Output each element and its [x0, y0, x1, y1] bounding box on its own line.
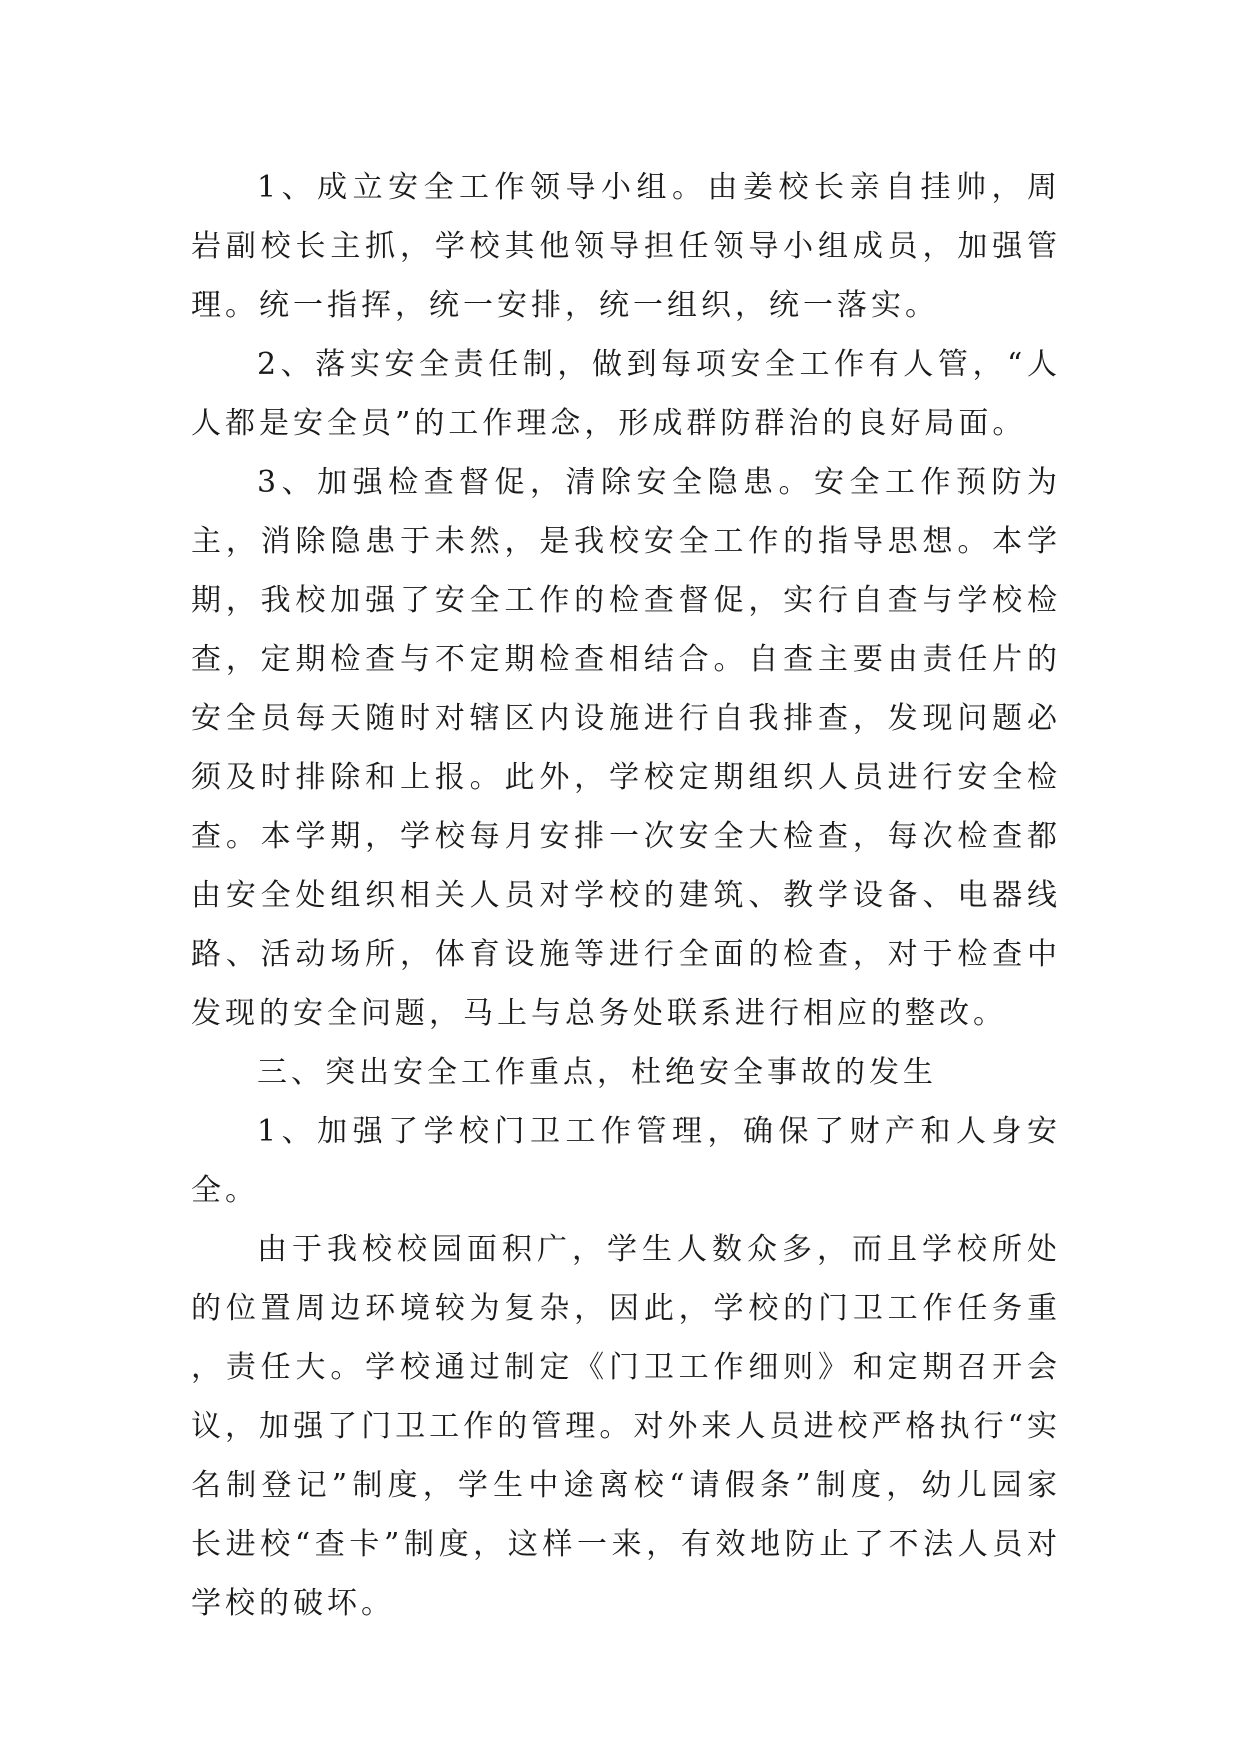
document-body	[191, 158, 1061, 1633]
paragraph-leadership-group: 1、成立安全工作领导小组。由姜校长亲自挂帅，周岩副校长主抓，学校其他领导担任领导小组成员，加强管理。统一指挥，统一安排，统一组织，统一落实。	[191, 170, 1061, 323]
paragraph-gate-management: 1、加强了学校门卫工作管理，确保了财产和人身安全。	[191, 1114, 1061, 1208]
paragraph-gate-details: 由于我校校园面积广，学生人数众多，而且学校所处的位置周边环境较为复杂，因此，学校的门卫工作任务重，责任大。学校通过制定《门卫工作细则》和定期召开会议，加强了门卫工作的管理。对外来人员进校严格执行“实名制登记”制度，学生中途离校“请假条”制度，幼儿园家长进校“查卡”制度，这样一来，有效地防止了不法人员对学校的破坏。	[191, 1232, 1061, 1621]
paragraph-responsibility-system: 2、落实安全责任制，做到每项安全工作有人管，“人人都是安全员”的工作理念，形成群防群治的良好局面。	[191, 347, 1061, 441]
paragraph-inspection: 3、加强检查督促，清除安全隐患。安全工作预防为主，消除隐患于未然，是我校安全工作的指导思想。本学期，我校加强了安全工作的检查督促，实行自查与学校检查，定期检查与不定期检查相结合。自查主要由责任片的安全员每天随时对辖区内设施进行自我排查，发现问题必须及时排除和上报。此外，学校定期组织人员进行安全检查。本学期，学校每月安排一次安全大检查，每次检查都由安全处组织相关人员对学校的建筑、教学设备、电器线路、活动场所，体育设施等进行全面的检查，对于检查中发现的安全问题，马上与总务处联系进行相应的整改。	[191, 465, 1061, 1031]
section-heading-key-points: 三、突出安全工作重点，杜绝安全事故的发生	[257, 1055, 937, 1090]
